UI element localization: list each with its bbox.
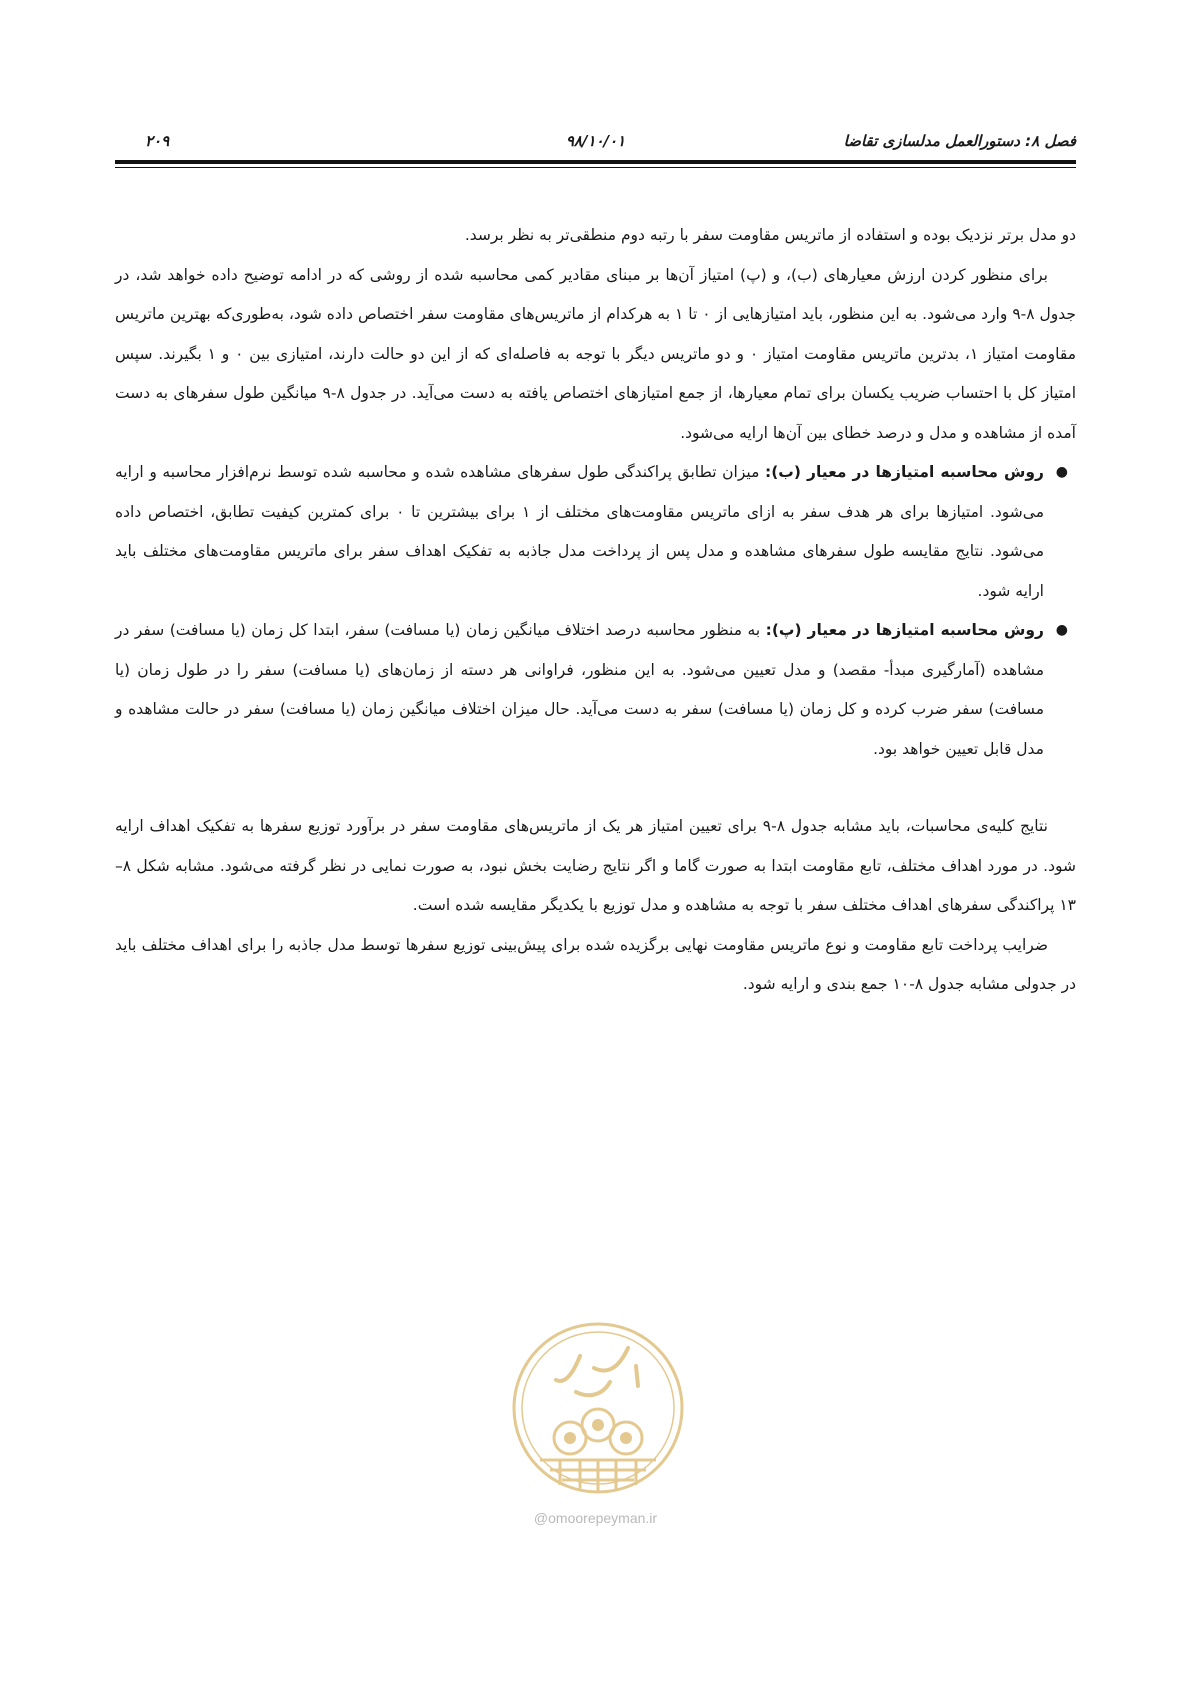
bullet-icon: ● <box>1055 622 1068 638</box>
watermark-logo-icon <box>510 1320 686 1496</box>
header-rule-thin <box>115 167 1076 168</box>
paragraph-coefficients: ضرایب پرداخت تابع مقاومت و نوع ماتریس مقاومت نهایی برگزیده شده برای پیش‌بینی توزیع سفرها توسط مدل جاذبه را برای اهداف مختلف باید در جدولی مشابه جدول ۸-۱۰ جمع بندی و ارایه شود. <box>115 935 1076 993</box>
bullet-label: روش محاسبه امتیازها در معیار (پ): <box>765 621 1044 639</box>
bullet-item-criterion-b <box>115 453 1076 611</box>
bullet-icon: ● <box>1055 464 1068 480</box>
page-body <box>115 216 1076 1005</box>
bullet-text: میزان تطابق پراکندگی طول سفرهای مشاهده شده و محاسبه شده توسط نرم‌افزار محاسبه و ارایه می‌شود. امتیازها برای هر هدف سفر به ازای ماتریس مقاومت‌های مختلف از ۱ برای بیشترین تا ۰ برای کمترین کیفیت تطابق، اختصاص داده می‌شود. نتایج مقایسه طول سفرهای مشاهده و مدل پس از پرداخت مدل جاذبه به تفکیک اهداف سفر برای ماتریس مقاومت‌های مختلف باید ارایه شود. <box>115 463 1045 600</box>
paragraph-scoring: برای منظور کردن ارزش معیارهای (ب)، و (پ) امتیاز آن‌ها بر مبنای مقادیر کمی محاسبه شده از روشی که در ادامه توضیح داده خواهد شد، در جدول ۸-۹ وارد می‌شود. به این منظور، باید امتیازهایی از ۰ تا ۱ به هرکدام از ماتریس‌های مقاومت سفر اختصاص داده شود، به‌طوری‌که بهترین ماتریس مقاومت امتیاز ۱، بدترین ماتریس مقاومت امتیاز ۰ و دو ماتریس دیگر با توجه به فاصله‌ای که از این دو حالت دارند، امتیازی بین ۰ و ۱ بگیرند. سپس امتیاز کل با احتساب ضریب یکسان برای تمام معیارها، از جمع امتیازهای اختصاص یافته به دست می‌آید. در جدول ۸-۹ میانگین طول سفرهای به دست آمده از مشاهده و مدل و درصد خطای بین آن‌ها ارایه می‌شود. <box>115 265 1077 442</box>
bullet-text: به منظور محاسبه درصد اختلاف میانگین زمان (یا مسافت) سفر، ابتدا کل زمان (یا مسافت) سفر در مشاهده (آمارگیری مبدأ- مقصد) و مدل تعیین می‌شود. به این منظور، فراوانی هر دسته از زمان‌های (یا مسافت) سفر را در طول زمان (یا مسافت) سفر ضرب کرده و کل زمان (یا مسافت) سفر به دست می‌آید. حال میزان اختلاف میانگین زمان (یا مسافت) سفر در حالت مشاهده و مدل قابل تعیین خواهد بود. <box>115 621 1044 758</box>
page-header <box>115 128 1076 156</box>
bullet-label: روش محاسبه امتیازها در معیار (ب): <box>765 463 1044 481</box>
header-date: ۹۸/۱۰/۰۱ <box>565 132 626 150</box>
header-rule-thick <box>115 160 1076 164</box>
paragraph-gap <box>115 769 1076 807</box>
paragraph-results: نتایج کلیه‌ی محاسبات، باید مشابه جدول ۸-۹ برای تعیین امتیاز هر یک از ماتریس‌های مقاومت سفر در برآورد توزیع سفرها به تفکیک اهداف ارایه شود. در مورد اهداف مختلف، تابع مقاومت ابتدا به صورت گاما و اگر نتایج رضایت بخش نبود، به صورت نمایی در نظر گرفته می‌شود. مشابه شکل ۸–۱۳ پراکندگی سفرهای اهداف مختلف سفر با توجه به مشاهده و مدل توزیع با یکدیگر مقایسه شده است. <box>115 817 1076 914</box>
bullet-list <box>115 453 1076 769</box>
page-number: ۲۰۹ <box>145 132 170 150</box>
paragraph-intro: دو مدل برتر نزدیک بوده و استفاده از ماتریس مقاومت سفر با رتبه دوم منطقی‌تر به نظر برسد. <box>464 226 1076 244</box>
chapter-title: فصل ۸: دستورالعمل مدلسازی تقاضا <box>843 132 1076 150</box>
bullet-item-criterion-p <box>115 611 1076 769</box>
watermark-url: @omoorepeyman.ir <box>533 1510 658 1526</box>
